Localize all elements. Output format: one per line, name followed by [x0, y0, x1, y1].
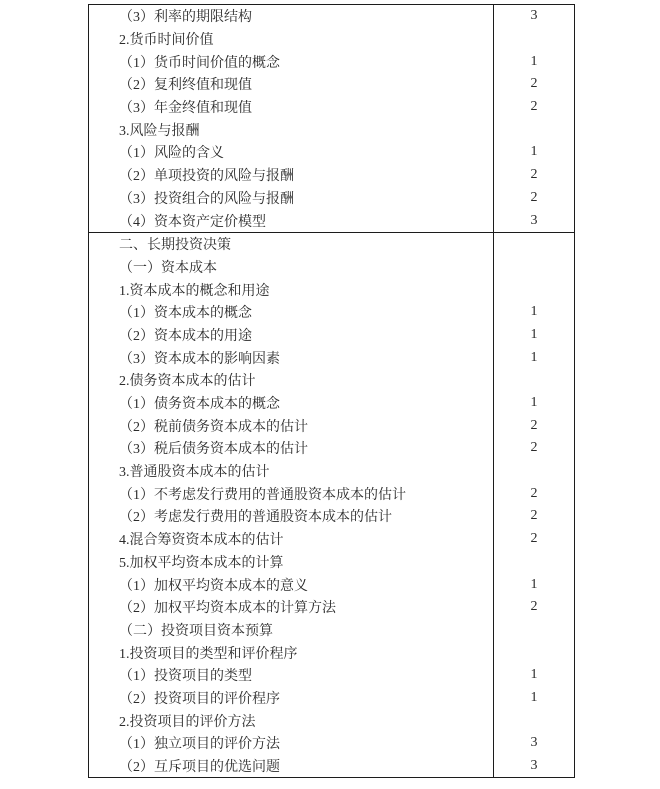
score-cell: [494, 256, 574, 279]
table-row: [89, 460, 574, 483]
table-row: [89, 664, 574, 687]
topic-cell: （3）税后债务资本成本的估计: [89, 437, 494, 460]
topic-cell: （1）独立项目的评价方法: [89, 732, 494, 755]
score-cell: 2: [530, 599, 538, 615]
table-row: [89, 573, 574, 596]
table-row: [89, 346, 574, 369]
score-cell: 3: [530, 758, 538, 774]
table-section: [89, 232, 574, 778]
topic-cell: （3）资本成本的影响因素: [89, 346, 494, 369]
table-row: [89, 209, 574, 232]
table-row: [89, 118, 574, 141]
score-cell: [494, 641, 574, 664]
score-cell: 2: [530, 99, 538, 115]
topic-cell: （4）资本资产定价模型: [89, 209, 494, 232]
score-cell: [494, 619, 574, 642]
topic-cell: （2）加权平均资本成本的计算方法: [89, 596, 494, 619]
topic-cell: （2）单项投资的风险与报酬: [89, 164, 494, 187]
table-row: [89, 732, 574, 755]
syllabus-table: [88, 4, 575, 778]
topic-cell: 2.投资项目的评价方法: [89, 709, 494, 732]
topic-cell: （1）债务资本成本的概念: [89, 392, 494, 415]
table-row: [89, 755, 574, 778]
topic-cell: （1）加权平均资本成本的意义: [89, 573, 494, 596]
topic-cell: 4.混合筹资资本成本的估计: [89, 528, 494, 551]
topic-cell: （2）税前债务资本成本的估计: [89, 414, 494, 437]
topic-cell: （1）不考虑发行费用的普通股资本成本的估计: [89, 482, 494, 505]
topic-cell: （二）投资项目资本预算: [89, 619, 494, 642]
score-cell: 1: [530, 667, 538, 683]
score-cell: [494, 118, 574, 141]
table-row: [89, 324, 574, 347]
topic-cell: （2）互斥项目的优选问题: [89, 755, 494, 778]
score-cell: [494, 28, 574, 51]
score-cell: 1: [530, 53, 538, 69]
table-row: [89, 301, 574, 324]
score-cell: 2: [530, 508, 538, 524]
topic-cell: 5.加权平均资本成本的计算: [89, 551, 494, 574]
topic-cell: （2）资本成本的用途: [89, 324, 494, 347]
table-row: [89, 256, 574, 279]
score-cell: 1: [530, 576, 538, 592]
topic-cell: （1）资本成本的概念: [89, 301, 494, 324]
table-section: [89, 5, 574, 232]
score-cell: 1: [530, 395, 538, 411]
topic-cell: 1.投资项目的类型和评价程序: [89, 641, 494, 664]
topic-cell: （3）年金终值和现值: [89, 96, 494, 119]
score-cell: 2: [530, 76, 538, 92]
score-cell: 2: [530, 440, 538, 456]
table-row: [89, 709, 574, 732]
score-cell: [494, 460, 574, 483]
table-row: [89, 641, 574, 664]
table-row: [89, 50, 574, 73]
topic-cell: 3.风险与报酬: [89, 118, 494, 141]
table-row: [89, 528, 574, 551]
topic-cell: 2.货币时间价值: [89, 28, 494, 51]
table-row: [89, 596, 574, 619]
table-row: [89, 28, 574, 51]
table-row: [89, 619, 574, 642]
topic-cell: （3）投资组合的风险与报酬: [89, 187, 494, 210]
topic-cell: 2.债务资本成本的估计: [89, 369, 494, 392]
score-cell: 3: [530, 8, 538, 24]
score-cell: 1: [530, 689, 538, 705]
topic-cell: 3.普通股资本成本的估计: [89, 460, 494, 483]
topic-cell: （2）投资项目的评价程序: [89, 687, 494, 710]
table-row: [89, 278, 574, 301]
topic-cell: （2）考虑发行费用的普通股资本成本的估计: [89, 505, 494, 528]
table-row: [89, 5, 574, 28]
score-cell: [494, 278, 574, 301]
score-cell: 2: [530, 485, 538, 501]
topic-cell: （3）利率的期限结构: [89, 5, 494, 28]
table-row: [89, 505, 574, 528]
score-cell: 3: [530, 212, 538, 228]
score-cell: [494, 233, 574, 256]
topic-cell: （1）投资项目的类型: [89, 664, 494, 687]
topic-cell: 1.资本成本的概念和用途: [89, 278, 494, 301]
table-row: [89, 551, 574, 574]
table-row: [89, 392, 574, 415]
score-cell: 1: [530, 349, 538, 365]
table-row: [89, 437, 574, 460]
score-cell: 2: [530, 531, 538, 547]
score-cell: 1: [530, 144, 538, 160]
table-row: [89, 187, 574, 210]
table-row: [89, 369, 574, 392]
table-row: [89, 687, 574, 710]
score-cell: 2: [530, 189, 538, 205]
topic-cell: 二、长期投资决策: [89, 233, 494, 256]
topic-cell: （一）资本成本: [89, 256, 494, 279]
score-cell: 3: [530, 735, 538, 751]
topic-cell: （2）复利终值和现值: [89, 73, 494, 96]
topic-cell: （1）货币时间价值的概念: [89, 50, 494, 73]
score-cell: 2: [530, 167, 538, 183]
score-cell: 1: [530, 304, 538, 320]
score-cell: 2: [530, 417, 538, 433]
topic-cell: （1）风险的含义: [89, 141, 494, 164]
score-cell: [494, 369, 574, 392]
score-cell: [494, 709, 574, 732]
table-row: [89, 233, 574, 256]
score-cell: [494, 551, 574, 574]
table-row: [89, 164, 574, 187]
table-row: [89, 96, 574, 119]
score-cell: 1: [530, 326, 538, 342]
table-row: [89, 414, 574, 437]
table-row: [89, 141, 574, 164]
table-row: [89, 73, 574, 96]
table-row: [89, 482, 574, 505]
